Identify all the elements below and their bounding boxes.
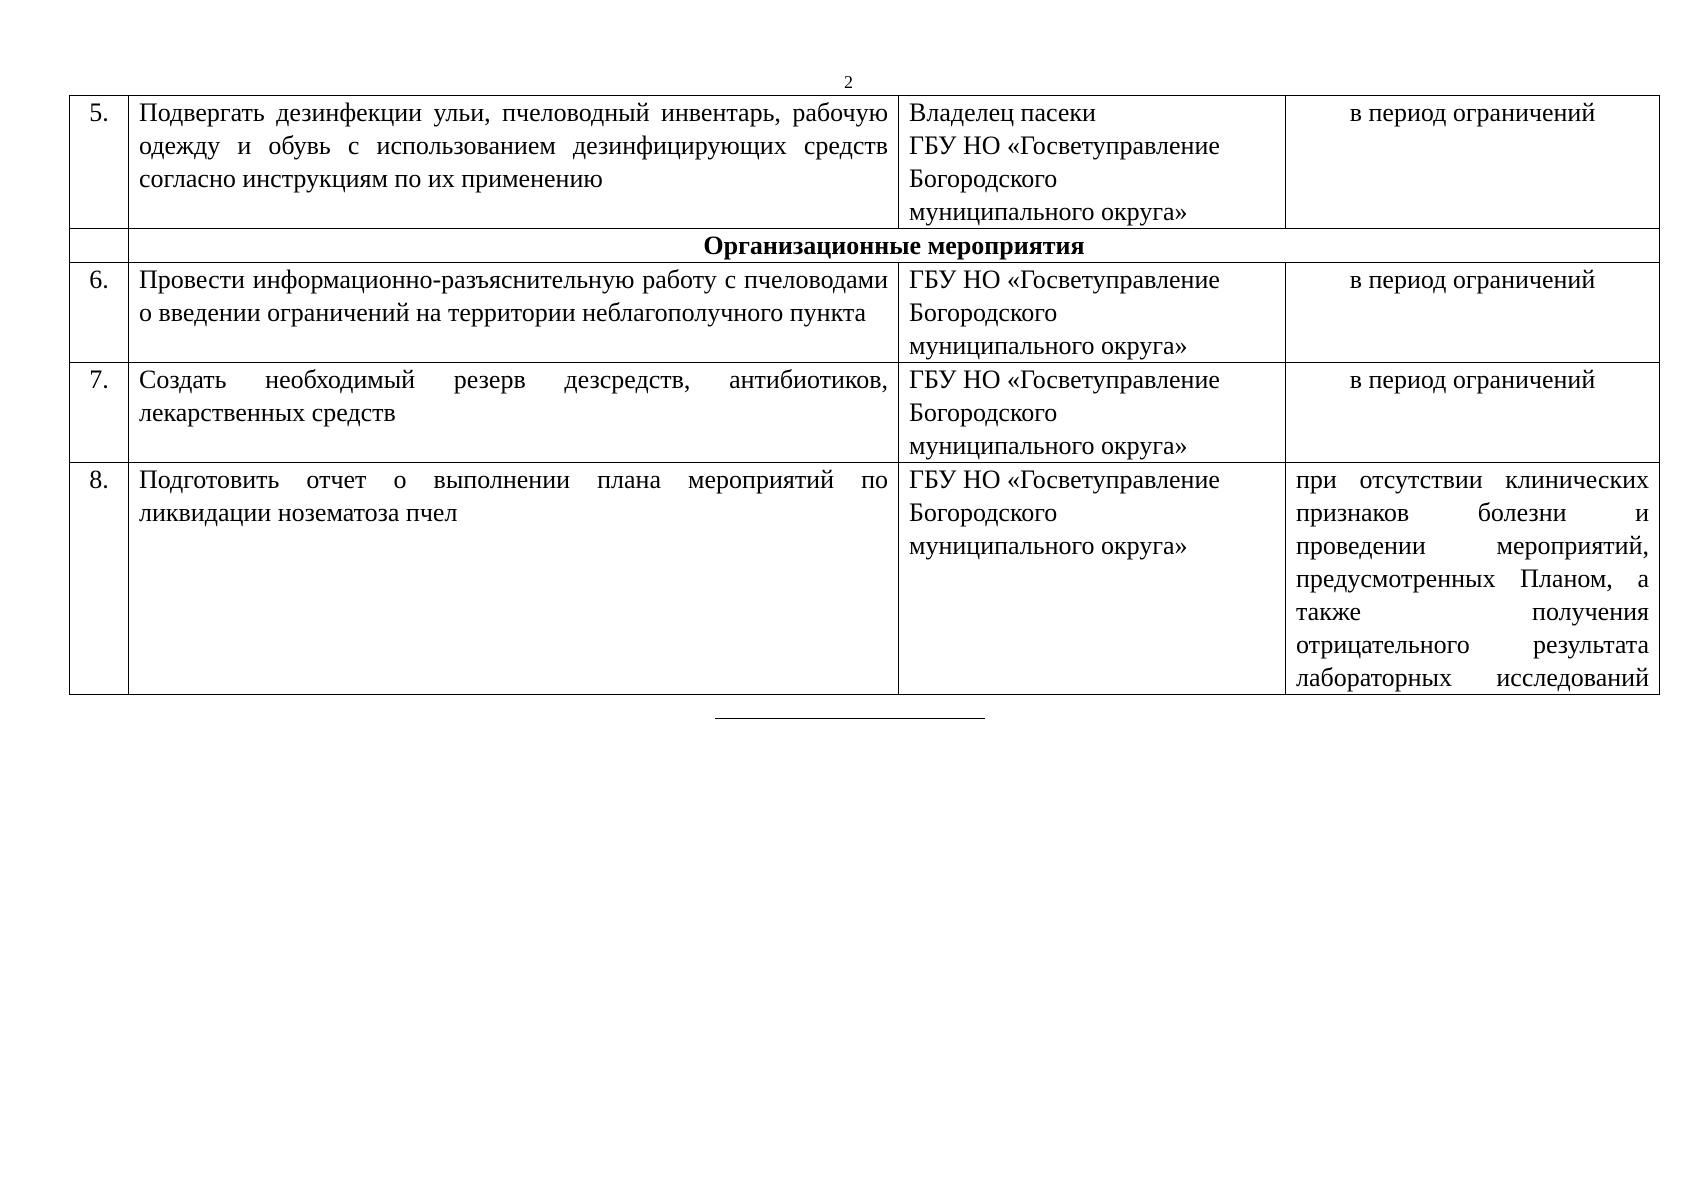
- row-number: 7.: [70, 363, 129, 463]
- responsible-line: Богородского: [909, 164, 1058, 193]
- responsible-line: Богородского: [909, 298, 1058, 327]
- section-title: Организационные мероприятия: [129, 229, 1660, 263]
- responsible-line: муниципального округа»: [909, 431, 1188, 460]
- responsible-line: ГБУ НО «Госветуправление: [909, 131, 1220, 160]
- term-cell: в период ограничений: [1286, 96, 1660, 229]
- responsible-line: ГБУ НО «Госветуправление: [909, 465, 1220, 494]
- term-cell: в период ограничений: [1286, 263, 1660, 363]
- responsible-line: муниципального округа»: [909, 331, 1188, 360]
- responsible-line: ГБУ НО «Госветуправление: [909, 265, 1220, 294]
- responsible-cell: [899, 363, 1286, 463]
- action-cell: Подготовить отчет о выполнении плана мероприятий по ликвидации нозематоза пчел: [129, 463, 899, 695]
- responsible-cell: [899, 96, 1286, 229]
- row-number: 5.: [70, 96, 129, 229]
- responsible-line: Богородского: [909, 398, 1058, 427]
- table-row: [70, 96, 1660, 229]
- table-row: [70, 263, 1660, 363]
- responsible-cell: [899, 463, 1286, 695]
- responsible-line: Богородского: [909, 498, 1058, 527]
- responsible-line: Владелец пасеки: [909, 98, 1096, 127]
- responsible-cell: [899, 263, 1286, 363]
- empty-number-cell: [70, 229, 129, 263]
- term-cell: при отсутствии клинических признаков болезни и проведении мероприятий, предусмотренных Планом, а также получения отрицательного результата лабораторных исследований: [1286, 463, 1660, 695]
- action-cell: Провести информационно-разъяснительную работу с пчеловодами о введении ограничений на территории неблагополучного пункта: [129, 263, 899, 363]
- action-cell: Создать необходимый резерв дезсредств, антибиотиков, лекарственных средств: [129, 363, 899, 463]
- responsible-line: муниципального округа»: [909, 531, 1188, 560]
- responsible-line: ГБУ НО «Госветуправление: [909, 365, 1220, 394]
- responsible-line: муниципального округа»: [909, 197, 1188, 226]
- row-number: 8.: [70, 463, 129, 695]
- term-cell: в период ограничений: [1286, 363, 1660, 463]
- closing-rule: [715, 718, 985, 719]
- page-number: 2: [844, 72, 853, 92]
- table-row: [70, 363, 1660, 463]
- action-cell: Подвергать дезинфекции ульи, пчеловодный инвентарь, рабочую одежду и обувь с использованием дезинфицирующих средств согласно инструкциям по их применению: [129, 96, 899, 229]
- measures-table: [69, 95, 1660, 695]
- row-number: 6.: [70, 263, 129, 363]
- table-row: [70, 463, 1660, 695]
- section-row: [70, 229, 1660, 263]
